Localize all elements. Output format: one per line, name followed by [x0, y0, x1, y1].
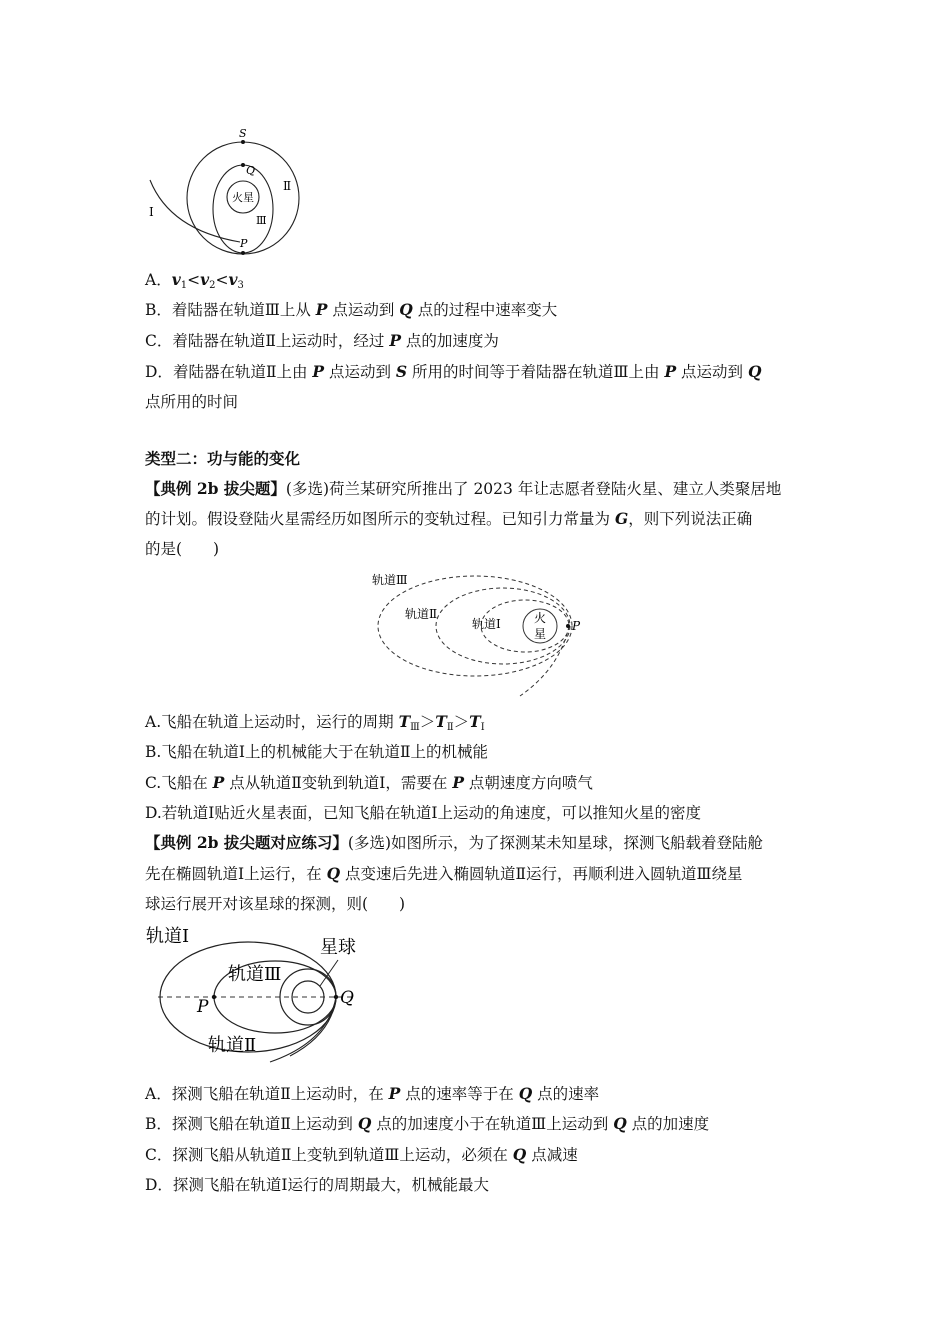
q1-option-c: C．着陆器在轨道Ⅱ上运动时，经过 P 点的加速度为 [145, 331, 499, 350]
q1-option-d: D．着陆器在轨道Ⅱ上由 P 点运动到 S 所用的时间等于着陆器在轨道Ⅲ上由 P 点运动到 Q [145, 362, 762, 381]
label-orbit-I: Ⅰ [149, 205, 154, 219]
point-Q [241, 163, 245, 167]
label-Q: Q [340, 988, 354, 1008]
label-mars-2: 星 [534, 627, 547, 641]
label-orbit-I: 轨道Ⅰ [472, 617, 501, 631]
point-P [566, 624, 570, 628]
label-P: P [197, 997, 209, 1017]
label-orbit-II: 轨道Ⅱ [208, 1035, 257, 1056]
example-2b-line1: 【典例 2b 拔尖题】(多选)荷兰某研究所推出了 2023 年让志愿者登陆火星、建立人类聚居地 [145, 479, 782, 498]
label-mars: 火星 [232, 191, 254, 204]
label-planet: 星球 [320, 937, 356, 958]
q2-option-c: C.飞船在 P 点从轨道Ⅱ变轨到轨道Ⅰ，需要在 P 点朝速度方向喷气 [145, 773, 593, 792]
label-P: P [240, 237, 248, 250]
label-orbit-I: 轨道Ⅰ [146, 926, 190, 947]
orbit-II-ellipse [436, 588, 570, 664]
practice-line3: 球运行展开对该星球的探测，则( ) [145, 895, 406, 913]
section-title: 类型二：功与能的变化 [145, 449, 301, 468]
q3-option-a: A．探测飞船在轨道Ⅱ上运动时，在 P 点的速率等于在 Q 点的速率 [145, 1084, 600, 1103]
q2-option-a: A.飞船在轨道上运动时，运行的周期 $T_Ⅲ>T_Ⅱ>T_Ⅰ$ [145, 712, 485, 733]
point-P [212, 995, 216, 999]
point-S [241, 140, 245, 144]
label-orbit-III: 轨道Ⅲ [372, 573, 408, 587]
label-orbit-II: 轨道Ⅱ [405, 607, 438, 621]
point-P [241, 251, 245, 255]
label-orbit-III: 轨道Ⅲ [228, 964, 282, 985]
practice-line1: 【典例 2b 拔尖题对应练习】(多选)如图所示，为了探测某未知星球，探测飞船载着登陆舱 [145, 833, 764, 852]
trajectory-2 [290, 997, 336, 1056]
figure-planet-orbits [140, 922, 370, 1070]
practice-line2: 先在椭圆轨道Ⅰ上运行，在 Q 点变速后先进入椭圆轨道Ⅱ运行，再顺利进入圆轨道Ⅲ绕星 [145, 864, 743, 883]
orbit-I-curve [150, 180, 240, 242]
label-mars-1: 火 [534, 611, 547, 625]
figure-mars-orbits-2 [365, 568, 595, 700]
label-orbit-III: Ⅲ [256, 214, 267, 227]
q1-option-b: B．着陆器在轨道Ⅲ上从 P 点运动到 Q 点的过程中速率变大 [145, 300, 558, 319]
label-Q: Q [246, 164, 256, 177]
example-2b-line2: 的计划。假设登陆火星需经历如图所示的变轨过程。已知引力常量为 G，则下列说法正确 [145, 509, 753, 528]
example-2b-line3: 的是( ) [145, 540, 220, 558]
label-P: P [572, 619, 581, 633]
label-S: S [239, 127, 247, 140]
q2-option-b: B.飞船在轨道Ⅰ上的机械能大于在轨道Ⅱ上的机械能 [145, 743, 488, 761]
q3-option-c: C．探测飞船从轨道Ⅱ上变轨到轨道Ⅲ上运动，必须在 Q 点减速 [145, 1145, 578, 1164]
q3-option-b: B．探测飞船在轨道Ⅱ上运动到 Q 点的加速度小于在轨道Ⅲ上运动到 Q 点的加速度 [145, 1114, 710, 1133]
q1-option-a: A．$v_1<v_2<v_3$ [145, 270, 244, 291]
figure-mars-orbits-1 [140, 120, 320, 260]
q2-option-d: D.若轨道Ⅰ贴近火星表面，已知飞船在轨道Ⅰ上运动的角速度，可以推知火星的密度 [145, 804, 702, 822]
q1-option-d-cont: 点所用的时间 [145, 393, 239, 411]
point-Q [334, 995, 338, 999]
label-orbit-II: Ⅱ [283, 179, 292, 193]
q3-option-d: D．探测飞船在轨道Ⅰ运行的周期最大，机械能最大 [145, 1176, 490, 1194]
